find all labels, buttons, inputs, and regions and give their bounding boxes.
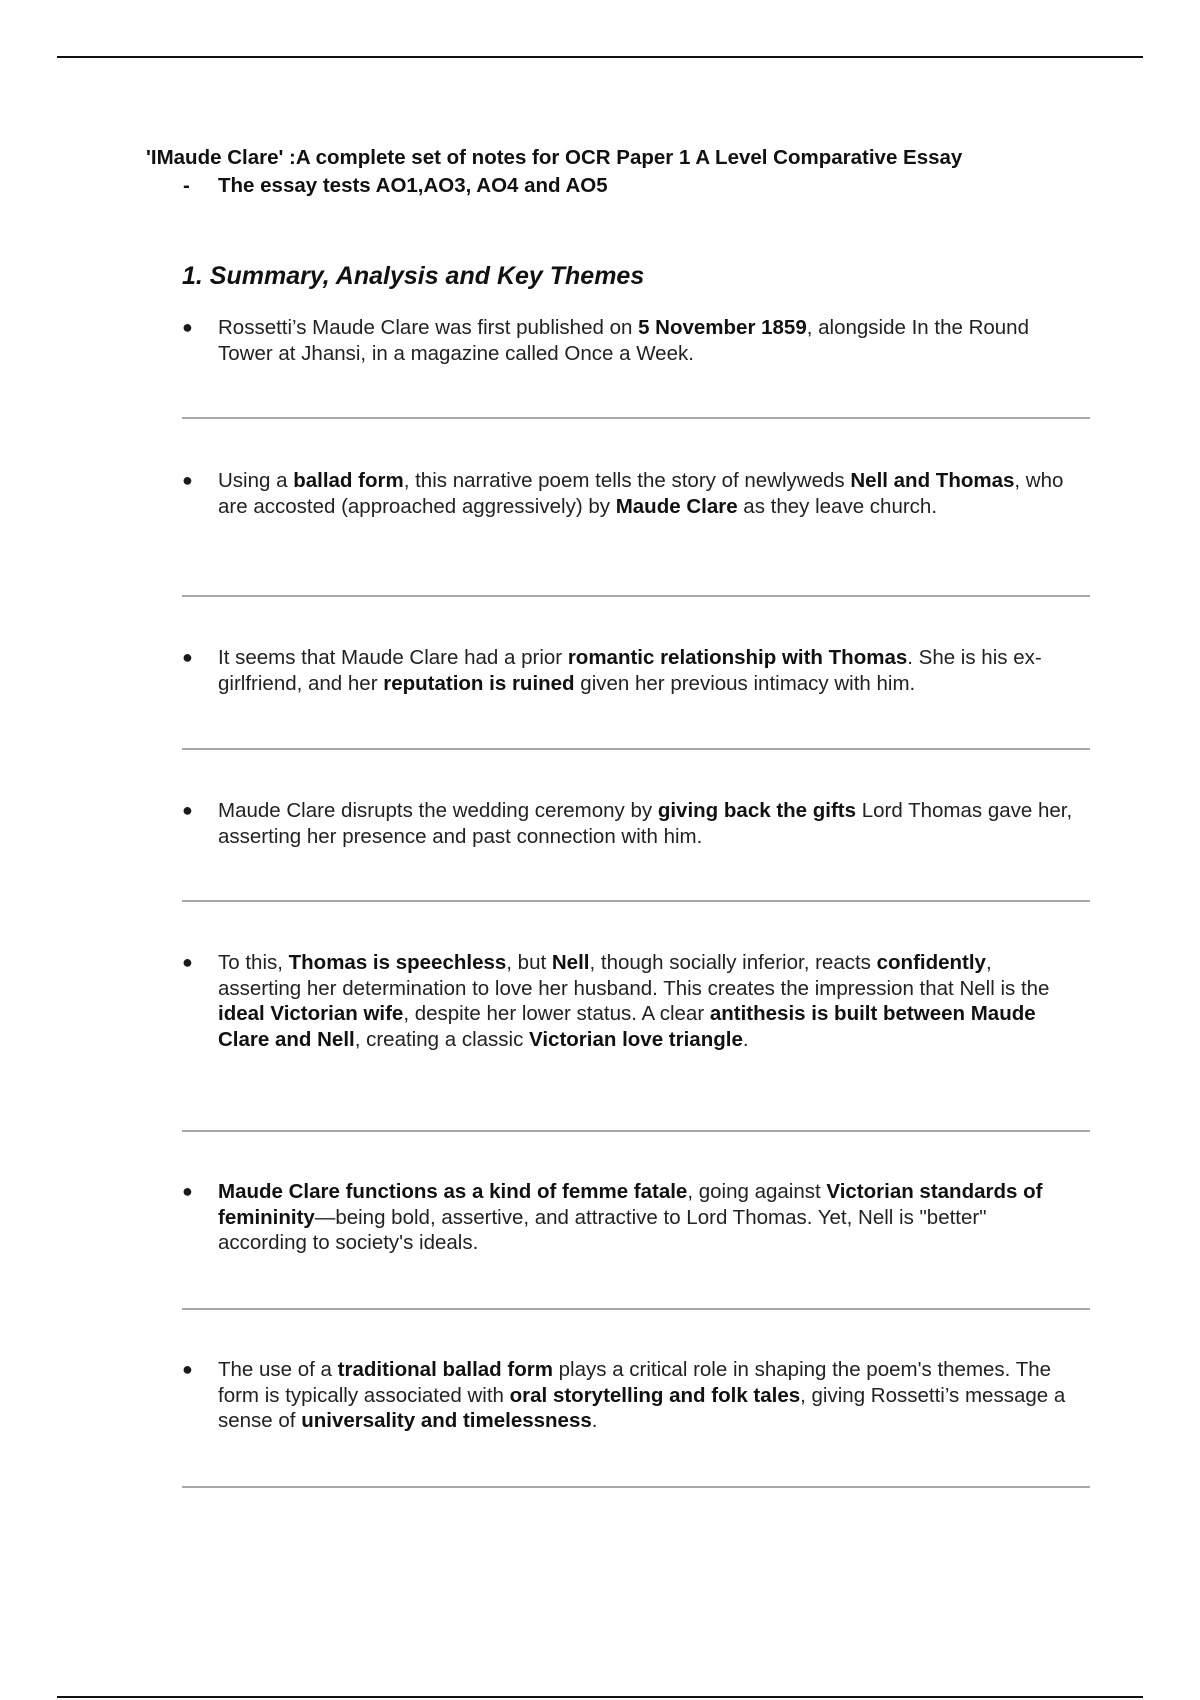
- text-run: , asserting her determination to love her husband. This creates the impression that Nell is the: [218, 951, 1050, 1000]
- text-run: , though socially inferior, reacts: [589, 951, 877, 974]
- bullet-dot-icon: ●: [182, 647, 193, 667]
- bullet-dot-icon: ●: [182, 1359, 193, 1379]
- bullet-dot-icon: ●: [182, 800, 193, 820]
- subtitle-text: The essay tests AO1,AO3, AO4 and AO5: [218, 174, 608, 197]
- section-heading: 1. Summary, Analysis and Key Themes: [182, 262, 645, 290]
- separator-line: [182, 595, 1090, 597]
- text-run: , but: [506, 951, 552, 974]
- subtitle-dash-marker: -: [183, 174, 190, 197]
- bold-text-run: traditional ballad form: [337, 1358, 553, 1381]
- text-run: , despite her lower status. A clear: [403, 1002, 710, 1025]
- separator-line: [182, 417, 1090, 419]
- bullet-dot-icon: ●: [182, 1181, 193, 1201]
- bullet-text: [218, 798, 1078, 849]
- text-run: , going against: [687, 1180, 827, 1203]
- bold-text-run: 5 November 1859: [638, 316, 807, 339]
- note-bullet-3: [182, 645, 1092, 696]
- note-bullet-2: [182, 468, 1092, 519]
- bullet-dot-icon: ●: [182, 952, 193, 972]
- note-bullet-4: [182, 798, 1092, 849]
- bold-text-run: ideal Victorian wife: [218, 1002, 404, 1025]
- bullet-dot-icon: ●: [182, 470, 193, 490]
- bold-text-run: romantic relationship with Thomas: [567, 646, 908, 669]
- bold-text-run: Maude Clare: [615, 494, 738, 518]
- note-bullet-7: [182, 1357, 1092, 1434]
- text-run: To this,: [218, 951, 289, 974]
- text-run: Lord Thomas gave her, asserting her presence and past connection with him.: [218, 799, 1073, 848]
- bold-text-run: Victorian love triangle: [529, 1027, 743, 1051]
- bold-text-run: universality and timelessness: [301, 1409, 592, 1432]
- bullet-text: [218, 1179, 1078, 1256]
- note-bullet-5: [182, 950, 1092, 1052]
- text-run: , this narrative poem tells the story of newlyweds: [403, 469, 851, 492]
- note-bullet-6: [182, 1179, 1092, 1256]
- bold-text-run: giving back the gifts: [657, 799, 857, 822]
- separator-line: [182, 1308, 1090, 1310]
- bullet-text: [218, 468, 1078, 519]
- page-bottom-rule: [57, 1696, 1143, 1698]
- bullet-text: [218, 1357, 1078, 1434]
- text-run: .: [742, 1027, 749, 1051]
- bold-text-run: Nell and Thomas: [850, 469, 1015, 492]
- bullet-dot-icon: ●: [182, 317, 193, 337]
- separator-line: [182, 900, 1090, 902]
- text-run: Using a: [218, 469, 294, 492]
- text-run: , giving Rossetti’s message a sense of: [218, 1383, 1066, 1432]
- text-run: It seems that Maude Clare had a prior: [218, 646, 568, 669]
- text-run: . She is his ex-girlfriend, and her: [218, 646, 1042, 695]
- text-run: as they leave church.: [737, 494, 938, 518]
- bold-text-run: oral storytelling and folk tales: [509, 1383, 801, 1407]
- bold-text-run: confidently: [876, 951, 986, 974]
- document-title: 'IMaude Clare' :A complete set of notes for OCR Paper 1 A Level Comparative Essay: [146, 146, 963, 169]
- separator-line: [182, 748, 1090, 750]
- bullet-text: [218, 315, 1078, 366]
- bold-text-run: reputation is ruined: [383, 671, 575, 695]
- text-run: given her previous intimacy with him.: [574, 671, 916, 695]
- note-bullet-1: [182, 315, 1092, 366]
- text-run: The use of a: [218, 1358, 338, 1381]
- bold-text-run: Thomas is speechless: [288, 951, 507, 974]
- text-run: Maude Clare disrupts the wedding ceremony by: [218, 799, 658, 822]
- text-run: Rossetti’s Maude Clare was first published on: [218, 316, 639, 339]
- text-run: plays a critical role in shaping the poem's themes. The form is typically associated with: [218, 1358, 1052, 1407]
- bullet-text: [218, 645, 1078, 696]
- text-run: , creating a classic: [354, 1027, 530, 1051]
- bullet-text: [218, 950, 1078, 1052]
- bold-text-run: antithesis is built between Maude Clare and Nell: [218, 1002, 1036, 1051]
- text-run: , who are accosted (approached aggressively) by: [218, 469, 1064, 518]
- separator-line: [182, 1486, 1090, 1488]
- text-run: .: [591, 1409, 598, 1432]
- separator-line: [182, 1130, 1090, 1132]
- bold-text-run: ballad form: [293, 469, 404, 492]
- bold-text-run: Nell: [551, 951, 590, 974]
- bold-text-run: Victorian standards of femininity: [218, 1180, 1043, 1229]
- text-run: —being bold, assertive, and attractive to Lord Thomas. Yet, Nell is "better" according to society's ideals.: [218, 1205, 987, 1254]
- text-run: , alongside In the Round Tower at Jhansi, in a magazine called Once a Week.: [218, 316, 1029, 365]
- bold-text-run: Maude Clare functions as a kind of femme fatale: [218, 1180, 688, 1203]
